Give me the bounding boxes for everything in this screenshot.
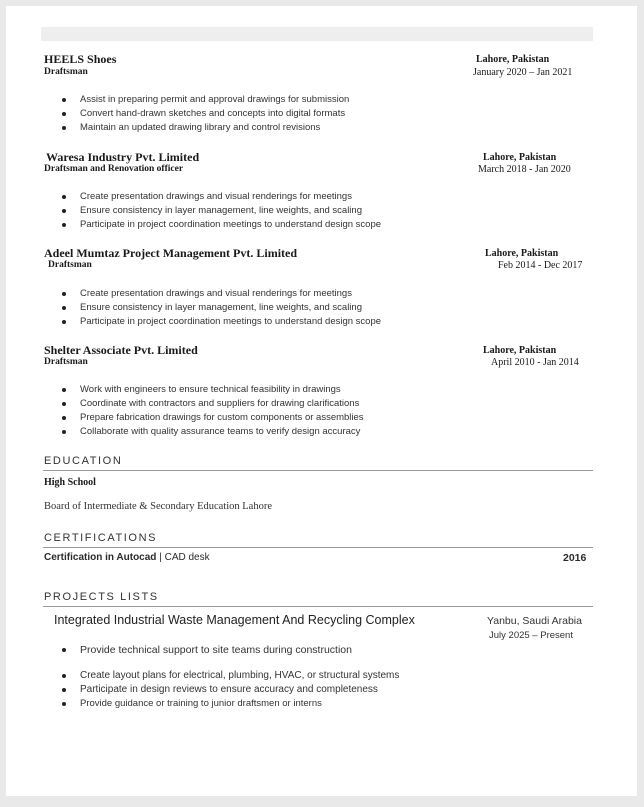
resume-page [6,6,637,796]
project-dates: July 2025 – Present [489,630,573,641]
job-4-dates: April 2010 - Jan 2014 [491,357,579,368]
job-2-company: Waresa Industry Pvt. Limited [46,150,200,164]
bullet-icon [62,702,66,706]
bullet-icon [62,292,66,296]
bullet-icon [62,688,66,692]
project-location: Yanbu, Saudi Arabia [487,615,582,627]
job-3-company: Adeel Mumtaz Project Management Pvt. Limited [44,246,298,260]
job-3-bullets [44,287,381,329]
bullet-icon [62,430,66,434]
list-item: Participate in project coordination meetings to understand design scope [80,315,381,329]
project-bullets [44,669,399,711]
project-title: Integrated Industrial Waste Management And Recycling Complex [54,613,415,627]
list-item: Ensure consistency in layer management, line weights, and scaling [80,204,381,218]
projects-divider [43,606,593,607]
list-item: Ensure consistency in layer management, line weights, and scaling [80,301,381,315]
certifications-divider [43,547,593,548]
job-4-role: Draftsman [44,357,88,367]
job-2-role: Draftsman and Renovation officer [44,164,184,174]
list-item: Maintain an updated drawing library and control revisions [80,121,349,135]
list-item: Assist in preparing permit and approval drawings for submission [80,93,349,107]
list-item: Collaborate with quality assurance teams to verify design accuracy [80,425,364,439]
bullet-icon [62,320,66,324]
job-4-location: Lahore, Pakistan [483,345,557,356]
job-4-company: Shelter Associate Pvt. Limited [44,343,198,357]
list-item: Provide guidance or training to junior draftsmen or interns [80,697,399,711]
certifications-heading: CERTIFICATIONS [44,532,158,544]
certification-provider: CAD desk [164,552,210,563]
bullet-icon [62,112,66,116]
bullet-icon [62,223,66,227]
job-1-bullets [44,93,349,135]
project-bullets-first [44,643,352,657]
projects-heading: PROJECTS LISTS [44,591,159,603]
bullet-icon [62,648,66,652]
job-1-company: HEELS Shoes [44,52,117,66]
certification-line [44,552,210,563]
bullet-icon [62,306,66,310]
job-4-bullets [44,383,364,439]
job-1-role: Draftsman [44,67,88,77]
education-board: Board of Intermediate & Secondary Education Lahore [44,501,272,512]
list-item: Work with engineers to ensure technical feasibility in drawings [80,383,364,397]
education-heading: EDUCATION [44,455,123,467]
bullet-icon [62,195,66,199]
bullet-icon [62,388,66,392]
job-2-bullets [44,190,381,232]
job-3-role: Draftsman [48,260,92,270]
list-item: Create layout plans for electrical, plumbing, HVAC, or structural systems [80,669,399,683]
bullet-icon [62,416,66,420]
job-2-dates: March 2018 - Jan 2020 [478,164,571,175]
list-item: Convert hand-drawn sketches and concepts into digital formats [80,107,349,121]
list-item: Create presentation drawings and visual renderings for meetings [80,287,381,301]
job-3-location: Lahore, Pakistan [485,248,559,259]
bullet-icon [62,126,66,130]
job-1-location: Lahore, Pakistan [476,54,550,65]
certification-separator: | [159,552,162,563]
header-band [41,27,593,41]
certification-name: Certification in Autocad [44,552,157,563]
list-item: Provide technical support to site teams during construction [80,643,352,657]
bullet-icon [62,402,66,406]
job-1-dates: January 2020 – Jan 2021 [473,67,573,78]
list-item: Coordinate with contractors and suppliers for drawing clarifications [80,397,364,411]
job-2-location: Lahore, Pakistan [483,152,557,163]
bullet-icon [62,209,66,213]
education-level: High School [44,477,96,488]
job-3-dates: Feb 2014 - Dec 2017 [498,260,583,271]
list-item: Create presentation drawings and visual renderings for meetings [80,190,381,204]
certification-year: 2016 [563,552,587,564]
bullet-icon [62,674,66,678]
list-item: Participate in design reviews to ensure accuracy and completeness [80,683,399,697]
list-item: Prepare fabrication drawings for custom components or assemblies [80,411,364,425]
bullet-icon [62,98,66,102]
list-item: Participate in project coordination meetings to understand design scope [80,218,381,232]
education-divider [43,470,593,471]
